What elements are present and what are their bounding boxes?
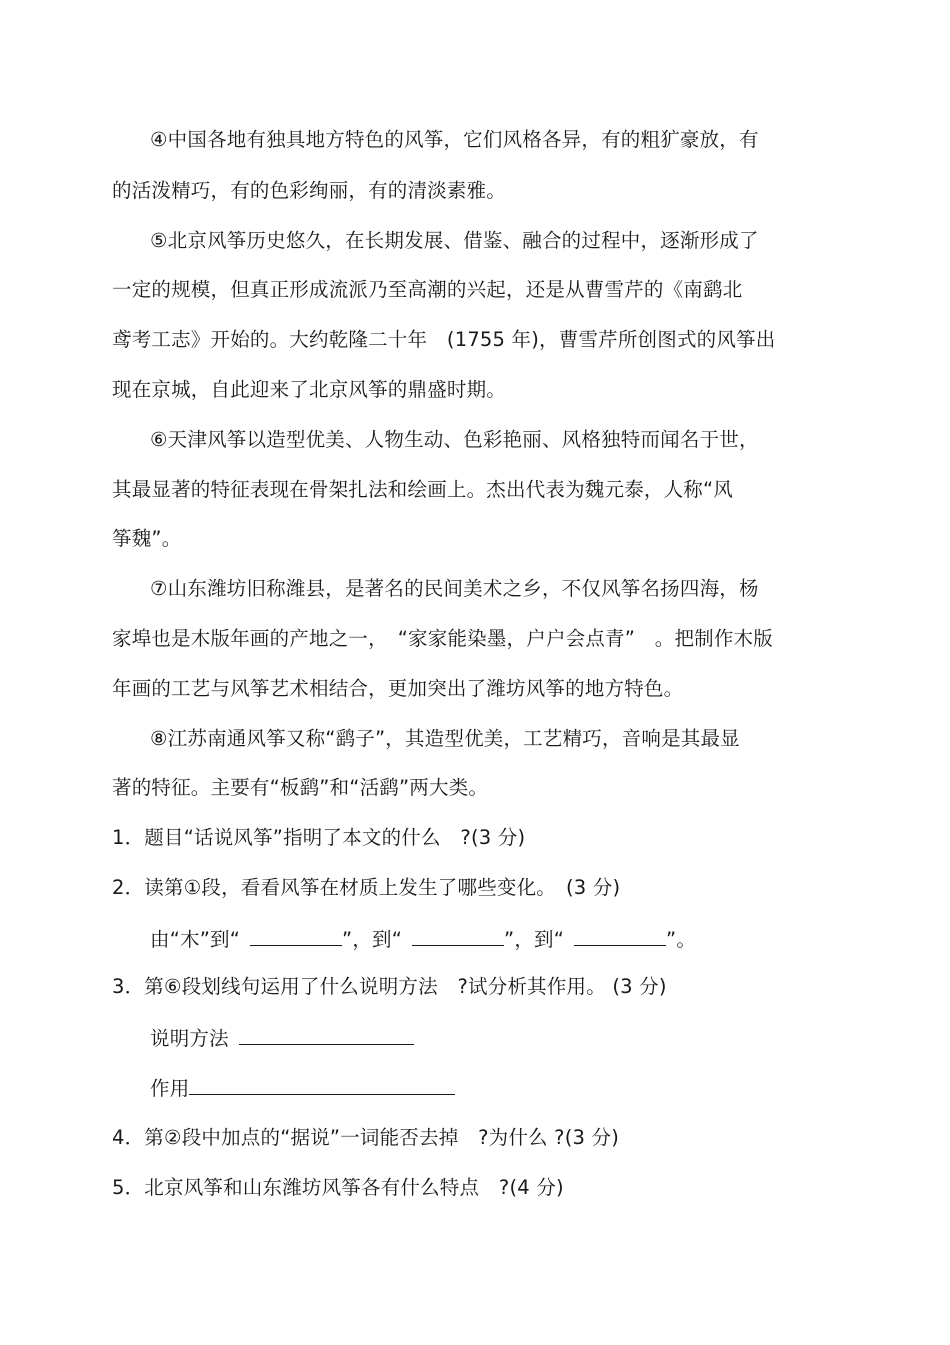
question-2: 2．读第①段，看看风筝在材质上发生了哪些变化。 (3 分) xyxy=(112,876,621,899)
paragraph-7-line-2: 家埠也是木版年画的产地之一， “家家能染墨，户户会点青” 。把制作木版 xyxy=(112,627,773,650)
paragraph-5-line-2: 一定的规模，但真正形成流派乃至高潮的兴起，还是从曹雪芹的《南鹞北 xyxy=(112,278,743,301)
question-4: 4．第②段中加点的“据说”一词能否去掉 ?为什么 ?(3 分) xyxy=(112,1126,620,1149)
paragraph-4-line-2: 的活泼精巧，有的色彩绚丽，有的清淡素雅。 xyxy=(112,179,507,202)
paragraph-7-line-3: 年画的工艺与风筝艺术相结合，更加突出了潍坊风筝的地方特色。 xyxy=(112,677,684,700)
question-3-effect-line xyxy=(150,1074,455,1103)
paragraph-5-line-4: 现在京城，自此迎来了北京风筝的鼎盛时期。 xyxy=(112,378,507,401)
effect-label: 作用 xyxy=(150,1077,190,1100)
paragraph-6-line-3: 筝魏”。 xyxy=(112,527,182,550)
paragraph-6-line-1: ⑥天津风筝以造型优美、人物生动、色彩艳丽、风格独特而闻名于世， xyxy=(150,428,759,451)
question-1: 1．题目“话说风筝”指明了本文的什么 ?(3 分) xyxy=(112,826,526,849)
paragraph-4-line-1: ④中国各地有独具地方特色的风筝，它们风格各异，有的粗犷豪放，有 xyxy=(150,128,759,151)
method-answer-blank[interactable] xyxy=(239,1024,414,1045)
fill-mid-2: ”，到“ xyxy=(504,928,565,951)
question-3: 3．第⑥段划线句运用了什么说明方法 ?试分析其作用。 (3 分) xyxy=(112,975,667,998)
question-2-fill-line xyxy=(150,925,696,954)
question-5: 5．北京风筝和山东潍坊风筝各有什么特点 ?(4 分) xyxy=(112,1176,564,1199)
paragraph-7-line-1: ⑦山东潍坊旧称潍县，是著名的民间美术之乡，不仅风筝名扬四海，杨 xyxy=(150,577,759,600)
fill-suffix: ”。 xyxy=(666,928,697,951)
answer-blank-3[interactable] xyxy=(574,925,666,946)
effect-answer-blank[interactable] xyxy=(189,1074,455,1095)
paragraph-5-line-1: ⑤北京风筝历史悠久，在长期发展、借鉴、融合的过程中，逐渐形成了 xyxy=(150,229,759,252)
method-label: 说明方法 xyxy=(150,1027,229,1050)
fill-mid-1: ”，到“ xyxy=(342,928,403,951)
paragraph-8-line-1: ⑧江苏南通风筝又称“鹞子”，其造型优美，工艺精巧，音响是其最显 xyxy=(150,727,740,750)
answer-blank-1[interactable] xyxy=(250,925,342,946)
question-3-method-line xyxy=(150,1024,414,1053)
answer-blank-2[interactable] xyxy=(412,925,504,946)
paragraph-5-line-3: 鸢考工志》开始的。大约乾隆二十年 (1755 年)，曹雪芹所创图式的风筝出 xyxy=(112,328,776,351)
paragraph-8-line-2: 著的特征。主要有“板鹞”和“活鹞”两大类。 xyxy=(112,776,489,799)
fill-prefix: 由“木”到“ xyxy=(150,928,241,951)
paragraph-6-line-2: 其最显著的特征表现在骨架扎法和绘画上。杰出代表为魏元泰，人称“风 xyxy=(112,478,734,501)
